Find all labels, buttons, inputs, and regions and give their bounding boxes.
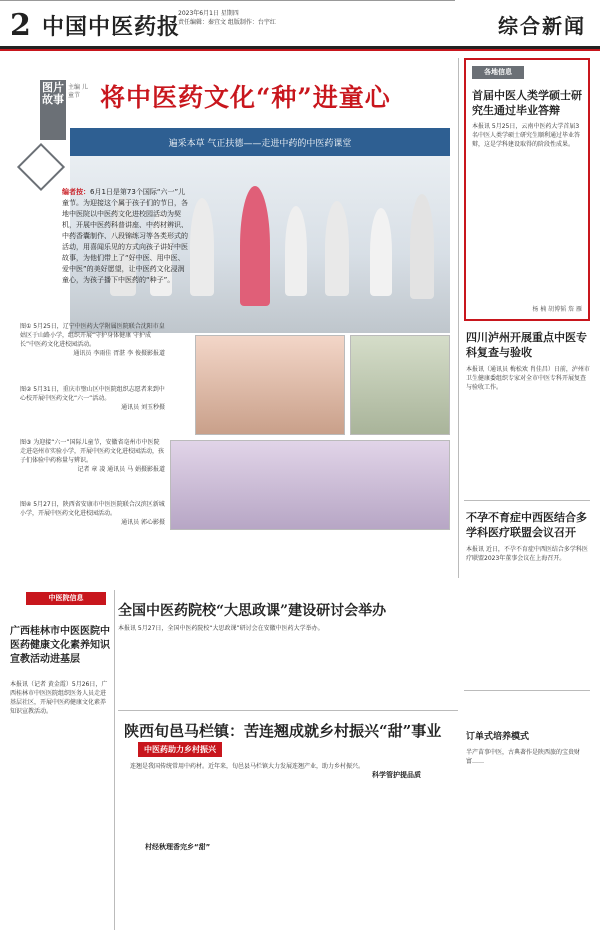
right-story-3-title: 订单式培养模式 (466, 732, 530, 742)
sidebar-title: 首届中医人类学硕士研究生通过毕业答辩 (472, 89, 582, 117)
pub-editors: 责任编辑：秦宜文 组版制作：台宇红 (178, 19, 276, 26)
intro-label: 编者按： (62, 188, 90, 196)
right-story-1-body: 本报讯（通讯员 梅松欢 肖佳昌）日前，泸州市卫生健康委组织专家对全市中医专科开展复查与验收工作。 (466, 366, 590, 391)
photo-2 (195, 335, 345, 435)
sidebar-body: 本报讯 5月25日，云南中医药大学首届3名中医人类学硕士研究生顺利通过毕业答辩，这是学科建设取得的阶段性成果。 (472, 123, 581, 148)
photo-3 (350, 335, 450, 435)
caption-1-credit: 通讯员 李雨佳 胥湛 李 俊摄影报道 (73, 350, 165, 357)
caption-4-text: 图④ 5月27日，陕西省安康市中医医院联合汉滨区新城小学，开展中医药文化进校园活动。 (20, 501, 165, 517)
section-title: 综合新闻 (498, 14, 586, 38)
feature-side-art (20, 140, 64, 260)
right-divider-1 (464, 500, 590, 501)
feature-tag-sub: 主编 儿童节 (68, 84, 88, 99)
feature-intro (62, 187, 190, 317)
feature-tag: 图片故事 (40, 80, 66, 140)
caption-1 (20, 322, 165, 358)
caption-2 (20, 385, 165, 412)
caption-4-credit: 通讯员 郭心影摄 (121, 519, 165, 526)
pub-date: 2023年6月1日 星期四 (178, 10, 239, 17)
bottom-headline: 陕西旬邑马栏镇：苦连翘成就乡村振兴“甜”事业 (124, 722, 442, 740)
right-story-1-title: 四川泸州开展重点中医专科复查与验收 (466, 331, 587, 359)
caption-3-text: 图③ 为迎接“六一”国际儿童节，安徽省亳州市中医院走进亳州市实验小学，开展中医药文化进校园活动，孩子们体验中药称量与辨识。 (20, 439, 165, 464)
sidebar-tag: 各地信息 (472, 66, 524, 79)
masthead-red-rule (0, 49, 600, 51)
right-story-2-body: 本报讯 近日，不孕不育症中西医结合多学科医疗联盟2023年董事会议在上海召开。 (466, 546, 588, 562)
middle-rule (0, 0, 455, 1)
caption-1-text: 图① 5月25日，辽宁中医药大学附属医院联合沈阳市皇姑区于山路小学，组织开展“守护身体健康 守护成长”中医药文化进校园活动。 (20, 323, 165, 348)
bottom-subhead-1: 村经秋理香完乡“甜” (145, 843, 211, 851)
page-number: 2 (10, 8, 31, 43)
left-news-title: 广西桂林市中医医院中医药健康文化素养知识宣教活动进基层 (10, 626, 110, 665)
left-news-tag: 中医院信息 (26, 592, 106, 605)
left-column-divider (114, 590, 115, 930)
bottom-subhead-2: 科学管护提品质 (372, 771, 421, 779)
bottom-sub-tag: 中医药助力乡村振兴 (138, 742, 222, 757)
intro-text: 6月1日是第73个国际“六一”儿童节。为迎接这个属于孩子们的节日，各地中医院以中医药文化进校园活动为契机，开展中医药科普讲座、中药材辨识、中药香囊制作、八段锦练习等各类形式的活动，用喜闻乐见的方式向孩子讲好中医故事，为他们带上了“好中医、用中医、爱中医”的美好愿望，让中医药文化浸润童心，为孩子播下中医药的“种子”。 (62, 188, 188, 284)
right-story-3-body: 半产苗事中医，古典著作是陕西旅的宝贵财富…… (466, 749, 581, 765)
sidebar-credit: 杨 楠 胡博韬 詹 雁 (532, 306, 582, 313)
caption-3-credit: 记者 章 凌 通讯员 马 娟摄影报道 (77, 466, 165, 473)
caption-4 (20, 500, 165, 527)
feature-headline: 将中医药文化“种”进童心 (100, 83, 391, 112)
caption-2-credit: 通讯员 刘玉秒摄 (121, 404, 165, 411)
photo-4 (170, 440, 450, 530)
paper-name: 中国中医药报 (42, 14, 181, 40)
bottom-body: 连翘是我国传统常用中药材。近年来，旬邑县马栏镇大力发展连翘产业，助力乡村振兴。 (130, 763, 365, 770)
caption-3 (20, 438, 165, 474)
middle-body: 本报讯 5月27日，全国中医药院校“大思政课”研讨会在安徽中医药大学举办。 (118, 625, 324, 632)
photo-banner: 遍采本草 气正扶德——走进中药的中医药课堂 (70, 128, 450, 156)
sidebar-box (464, 58, 590, 321)
column-divider (458, 58, 459, 578)
middle-bottom-rule (118, 710, 458, 711)
right-story-2-title: 不孕不育症中西医结合多学科医疗联盟会议召开 (466, 511, 587, 539)
pub-info (178, 9, 276, 27)
left-news-body: 本报讯（记者 黄金霞）5月26日，广西桂林市中医医院组织医务人员走进基层社区，开展中医药健康文化素养知识宣教活动。 (10, 681, 108, 715)
right-divider-2 (464, 690, 590, 691)
middle-headline: 全国中医药院校“大思政课”建设研讨会举办 (118, 603, 387, 619)
caption-2-text: 图② 5月31日，重庆市璧山区中医院组织志愿者来到中心校开展中医药文化“六一”活动。 (20, 386, 165, 402)
